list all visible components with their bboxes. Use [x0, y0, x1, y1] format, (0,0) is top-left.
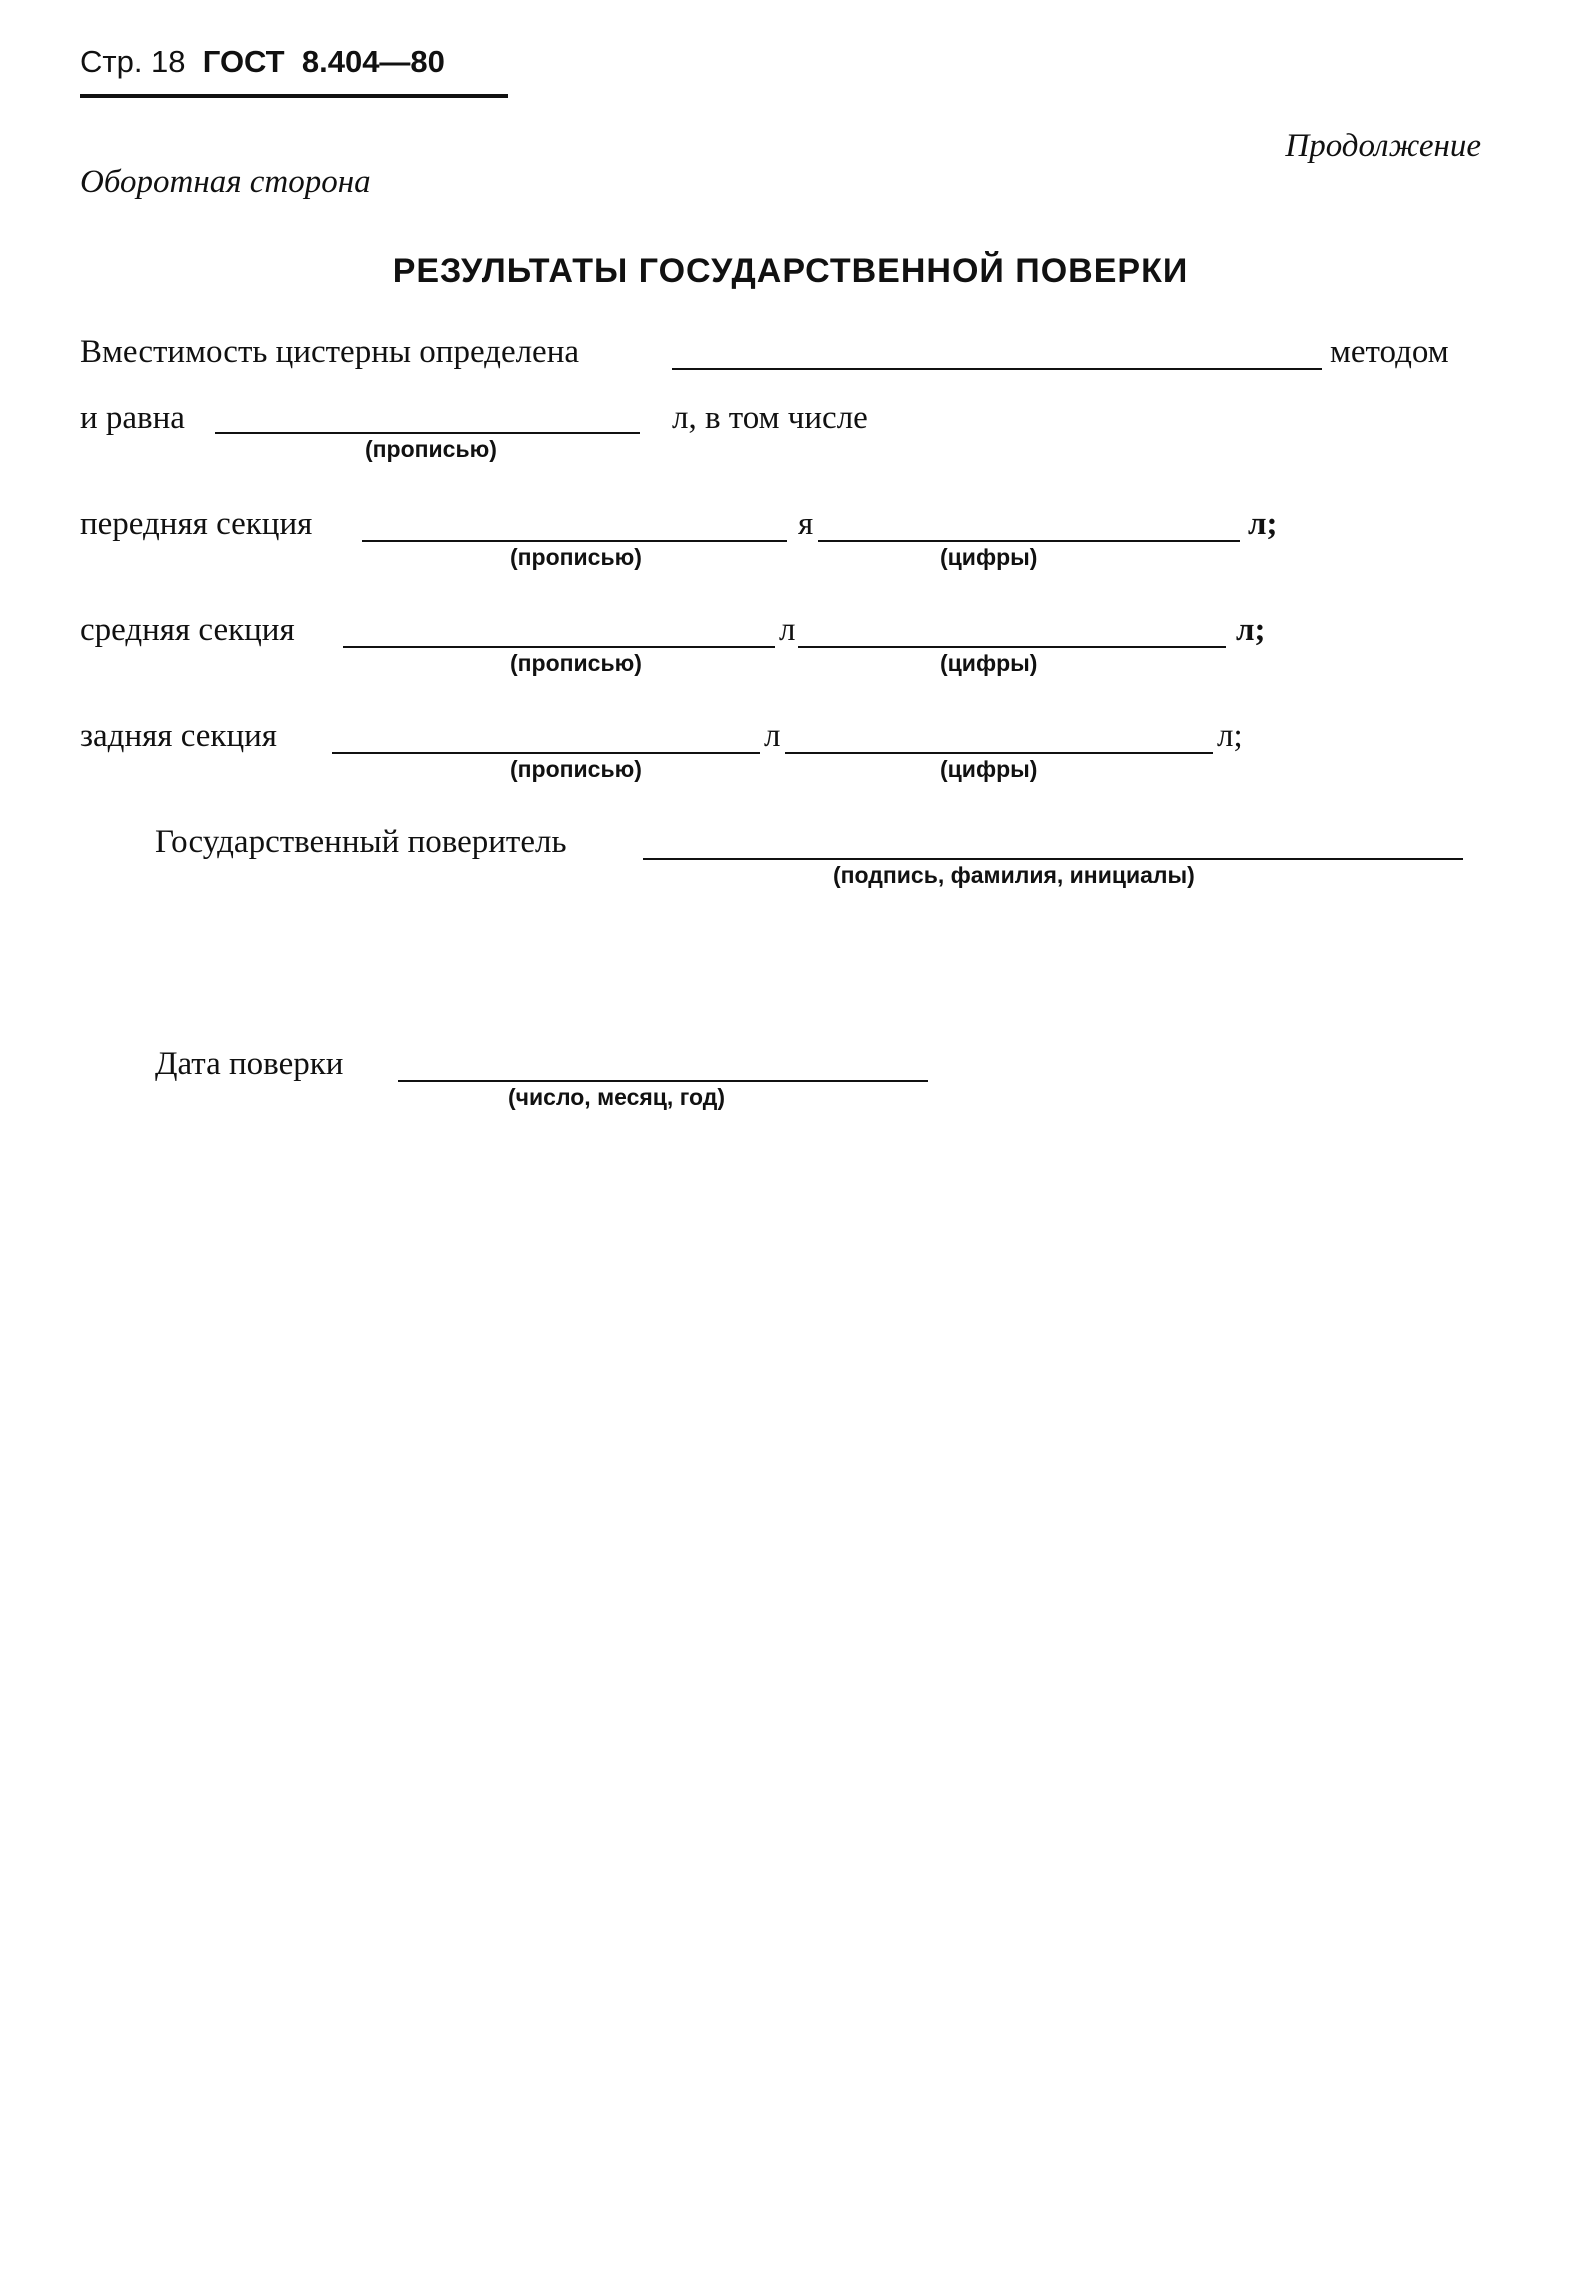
document-title: РЕЗУЛЬТАТЫ ГОСУДАРСТВЕННОЙ ПОВЕРКИ	[392, 252, 1189, 290]
middle-section-label: средняя секция	[80, 612, 295, 648]
verifier-caption: (подпись, фамилия, инициалы)	[833, 862, 1195, 888]
front-unit2: л;	[1248, 506, 1278, 542]
middle-digits-blank	[798, 646, 1226, 648]
rear-digits-caption: (цифры)	[940, 756, 1038, 782]
front-words-blank	[362, 540, 787, 542]
verifier-signature-blank	[643, 858, 1463, 860]
page-header	[80, 44, 445, 80]
standard-label: ГОСТ	[202, 44, 285, 79]
rear-unit2: л;	[1217, 718, 1243, 754]
header-rule	[80, 94, 508, 98]
middle-unit2: л;	[1236, 612, 1266, 648]
verifier-label: Государственный поверитель	[155, 824, 567, 860]
date-blank	[398, 1080, 928, 1082]
front-section-label: передняя секция	[80, 506, 313, 542]
front-unit1: я	[798, 506, 814, 542]
equal-label: и равна	[80, 400, 185, 436]
middle-words-blank	[343, 646, 775, 648]
rear-words-blank	[332, 752, 760, 754]
method-label: методом	[1330, 334, 1449, 370]
equal-suffix: л, в том числе	[672, 400, 868, 436]
capacity-label: Вместимость цистерны определена	[80, 334, 580, 370]
date-label: Дата поверки	[155, 1046, 344, 1082]
middle-digits-caption: (цифры)	[940, 650, 1038, 676]
middle-unit1: л	[779, 612, 796, 648]
total-volume-blank	[215, 432, 640, 434]
date-caption: (число, месяц, год)	[508, 1084, 725, 1110]
side-label: Оборотная сторона	[80, 164, 371, 200]
method-blank	[672, 368, 1322, 370]
page-number: Стр. 18	[80, 44, 186, 79]
front-digits-blank	[818, 540, 1240, 542]
rear-digits-blank	[785, 752, 1213, 754]
rear-unit1: л	[764, 718, 781, 754]
front-digits-caption: (цифры)	[940, 544, 1038, 570]
middle-words-caption: (прописью)	[510, 650, 642, 676]
front-words-caption: (прописью)	[510, 544, 642, 570]
total-volume-caption: (прописью)	[365, 436, 497, 462]
continuation-label: Продолжение	[1285, 128, 1481, 164]
rear-section-label: задняя секция	[80, 718, 277, 754]
standard-number: 8.404—80	[301, 44, 445, 79]
rear-words-caption: (прописью)	[510, 756, 642, 782]
